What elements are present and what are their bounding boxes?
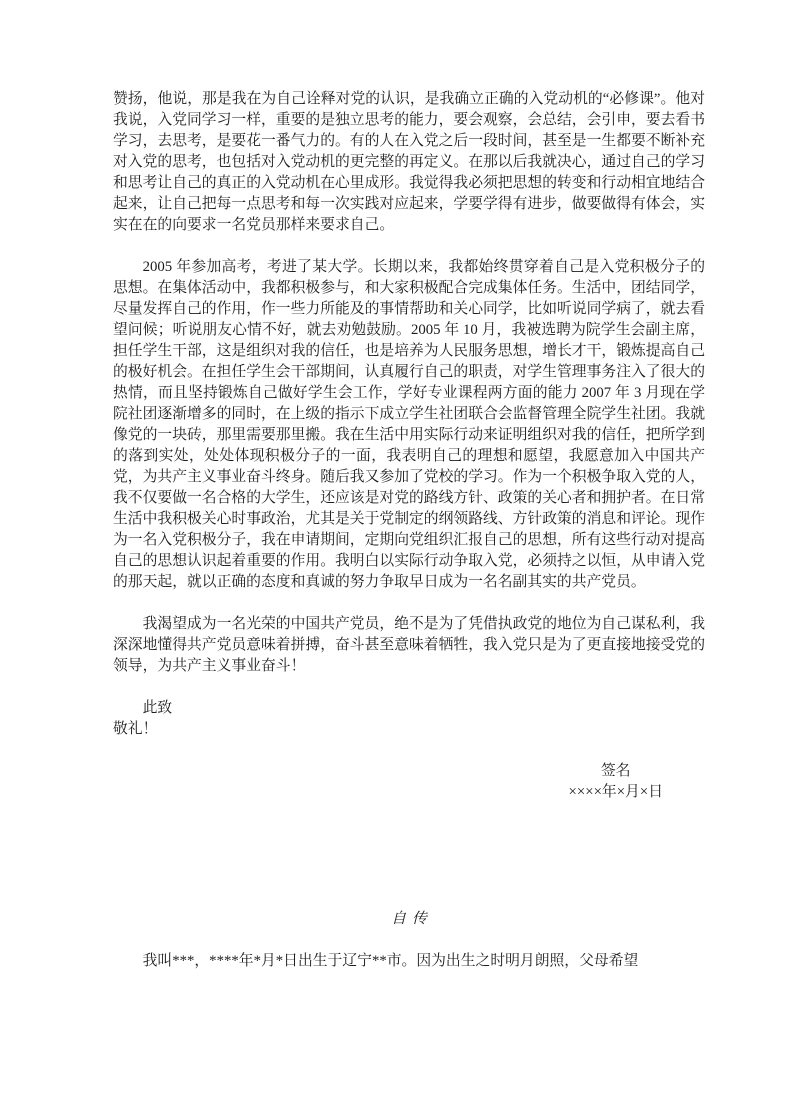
signature-name-label: 签名 bbox=[600, 763, 631, 779]
closing-salutation-line1: 此致 bbox=[142, 700, 173, 716]
autobiography-first-paragraph: 我叫***，****年*月*日出生于辽宁**市。因为出生之时明月朗照，父母希望 bbox=[142, 953, 639, 969]
signature-date: ××××年×月×日 bbox=[568, 784, 663, 800]
signature-inner bbox=[569, 761, 663, 803]
letter-paragraph-continuation: 赞扬，他说，那是我在为自己诠释对党的认识，是我确立正确的入党动机的“必修课”。他对我说，入党同学习一样，重要的是独立思考的能力，要会观察，会总结，会引申，要去看书学习，去思考，是要花一番气力的。有的人在入党之后一段时间，甚至是一生都要不断补充对入党的思考，也包括对入党动机的更完整的再定义。在那以后我就决心，通过自己的学习和思考让自己的真正的入党动机在心里成形。我觉得我必须把思想的转变和行动相宜地结合起来，让自己把每一点思考和每一次实践对应起来，学要学得有进步，做要做得有体会，实实在在的向要求一名党员那样来要求自己。 bbox=[113, 91, 705, 233]
letter-paragraph-experience: 2005 年参加高考，考进了某大学。长期以来，我都始终贯穿着自己是入党积极分子的思想。在集体活动中，我都积极参与，和大家积极配合完成集体任务。生活中，团结同学，尽量发挥自己的作用，作一些力所能及的事情帮助和关心同学，比如听说同学病了，就去看望问候；听说朋友心情不好，就去劝勉鼓励。2005 年 10 月，我被选聘为院学生会副主席，担任学生干部，这是组织对我的信任，也是培养为人民服务思想，增长才干，锻炼提高自己的极好机会。在担任学生会干部期间，认真履行自己的职责，对学生管理事务注入了很大的热情，而且坚持锻炼自己做好学生会工作，学好专业课程两方面的能力 2007 年 3 月现在学院社团逐渐增多的同时，在上级的指示下成立学生社团联合会监督管理全院学生社团。我就像党的一块砖，那里需要那里搬。我在生活中用实际行动来证明组织对我的信任，把所学到的落到实处，处处体现积极分子的一面，我表明自己的理想和愿望，我愿意加入中国共产党，为共产主义事业奋斗终身。随后我又参加了党校的学习。作为一个积极争取入党的人，我不仅要做一名合格的大学生，还应该是对党的路线方针、政策的关心者和拥护者。在日常生活中我积极关心时事政治，尤其是关于党制定的纲领路线、方针政策的消息和评论。现作为一名入党积极分子，我在申请期间，定期向党组织汇报自己的思想，所有这些行动对提高自己的思想认识起着重要的作用。我明白以实际行动争取入党，必须持之以恒，从申请入党的那天起，就以正确的态度和真诚的努力争取早日成为一名名副其实的共产党员。 bbox=[113, 259, 705, 590]
letter-paragraph-aspiration: 我渴望成为一名光荣的中国共产党员，绝不是为了凭借执政党的地位为自己谋私利，我深深地懂得共产党员意味着拼搏，奋斗甚至意味着牺牲，我入党只是为了更直接地接受党的领导，为共产主义事业奋斗！ bbox=[113, 616, 705, 674]
document-content bbox=[113, 89, 705, 972]
autobiography-title: 自传 bbox=[391, 911, 433, 927]
signature-block bbox=[113, 761, 705, 803]
closing-salutation-line2: 敬礼！ bbox=[113, 721, 158, 737]
